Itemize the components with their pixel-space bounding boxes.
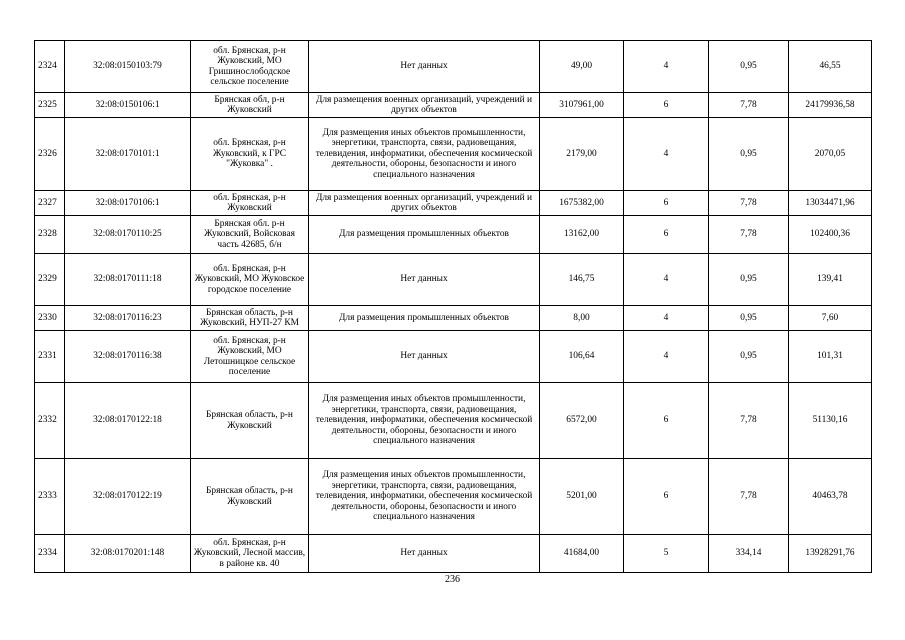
table-body: [35, 41, 872, 573]
row-number-cell: 2331: [35, 331, 65, 383]
row-number-cell: 2334: [35, 535, 65, 573]
rate-cell: 7,78: [709, 216, 789, 254]
permitted-use-cell: Для размещения иных объектов промышленности, энергетики, транспорта, связи, радиовещания, телевидения, информатики, обеспечения космической деятельности, обороны, безопасности и иного специального назначения: [309, 118, 540, 191]
area-cell: 5201,00: [540, 459, 624, 535]
address-cell: Брянская обл, р-н Жуковский: [191, 93, 309, 118]
cadastral-value-cell: 139,41: [789, 254, 872, 306]
table-row: [35, 459, 872, 535]
group-code-cell: 6: [624, 383, 709, 459]
group-code-cell: 4: [624, 118, 709, 191]
row-number-cell: 2330: [35, 306, 65, 331]
address-cell: Брянская область, р-н Жуковский: [191, 459, 309, 535]
group-code-cell: 5: [624, 535, 709, 573]
cadastral-number-cell: 32:08:0150106:1: [65, 93, 191, 118]
rate-cell: 7,78: [709, 191, 789, 216]
row-number-cell: 2326: [35, 118, 65, 191]
cadastral-number-cell: 32:08:0150103:79: [65, 41, 191, 93]
group-code-cell: 6: [624, 459, 709, 535]
permitted-use-cell: Нет данных: [309, 254, 540, 306]
cadastral-value-cell: 7,60: [789, 306, 872, 331]
address-cell: обл. Брянская, р-н Жуковский, МО Жуковское городское поселение: [191, 254, 309, 306]
rate-cell: 0,95: [709, 331, 789, 383]
cadastral-number-cell: 32:08:0170122:19: [65, 459, 191, 535]
address-cell: Брянская обл. р-н Жуковский, Войсковая часть 42685, б/н: [191, 216, 309, 254]
address-cell: обл. Брянская, р-н Жуковский, к ГРС "Жуковка" .: [191, 118, 309, 191]
cadastral-value-cell: 2070,05: [789, 118, 872, 191]
group-code-cell: 6: [624, 191, 709, 216]
row-number-cell: 2325: [35, 93, 65, 118]
permitted-use-cell: Для размещения промышленных объектов: [309, 306, 540, 331]
area-cell: 41684,00: [540, 535, 624, 573]
area-cell: 49,00: [540, 41, 624, 93]
group-code-cell: 4: [624, 306, 709, 331]
group-code-cell: 4: [624, 331, 709, 383]
rate-cell: 0,95: [709, 118, 789, 191]
page-number: 236: [445, 574, 460, 585]
row-number-cell: 2328: [35, 216, 65, 254]
cadastral-value-cell: 24179936,58: [789, 93, 872, 118]
table-row: [35, 383, 872, 459]
land-plots-table: [34, 40, 872, 573]
rate-cell: 0,95: [709, 41, 789, 93]
table-row: [35, 191, 872, 216]
table-row: [35, 216, 872, 254]
group-code-cell: 6: [624, 216, 709, 254]
area-cell: 6572,00: [540, 383, 624, 459]
table-row: [35, 254, 872, 306]
address-cell: обл. Брянская, р-н Жуковский: [191, 191, 309, 216]
permitted-use-cell: Для размещения военных организаций, учреждений и других объектов: [309, 191, 540, 216]
cadastral-number-cell: 32:08:0170101:1: [65, 118, 191, 191]
cadastral-number-cell: 32:08:0170111:18: [65, 254, 191, 306]
table-row: [35, 93, 872, 118]
group-code-cell: 4: [624, 41, 709, 93]
rate-cell: 0,95: [709, 254, 789, 306]
rate-cell: 7,78: [709, 93, 789, 118]
row-number-cell: 2329: [35, 254, 65, 306]
area-cell: 106,64: [540, 331, 624, 383]
permitted-use-cell: Нет данных: [309, 41, 540, 93]
rate-cell: 7,78: [709, 459, 789, 535]
area-cell: 8,00: [540, 306, 624, 331]
address-cell: Брянская область, р-н Жуковский: [191, 383, 309, 459]
rate-cell: 7,78: [709, 383, 789, 459]
cadastral-value-cell: 40463,78: [789, 459, 872, 535]
permitted-use-cell: Нет данных: [309, 331, 540, 383]
cadastral-number-cell: 32:08:0170110:25: [65, 216, 191, 254]
cadastral-number-cell: 32:08:0170106:1: [65, 191, 191, 216]
row-number-cell: 2327: [35, 191, 65, 216]
cadastral-value-cell: 13928291,76: [789, 535, 872, 573]
permitted-use-cell: Для размещения промышленных объектов: [309, 216, 540, 254]
area-cell: 13162,00: [540, 216, 624, 254]
rate-cell: 334,14: [709, 535, 789, 573]
group-code-cell: 4: [624, 254, 709, 306]
cadastral-value-cell: 51130,16: [789, 383, 872, 459]
area-cell: 3107961,00: [540, 93, 624, 118]
table-row: [35, 306, 872, 331]
table-row: [35, 331, 872, 383]
row-number-cell: 2324: [35, 41, 65, 93]
rate-cell: 0,95: [709, 306, 789, 331]
area-cell: 146,75: [540, 254, 624, 306]
permitted-use-cell: Для размещения иных объектов промышленности, энергетики, транспорта, связи, радиовещания, телевидения, информатики, обеспечения космической деятельности, обороны, безопасности и иного специального назначения: [309, 383, 540, 459]
cadastral-number-cell: 32:08:0170122:18: [65, 383, 191, 459]
address-cell: обл. Брянская, р-н Жуковский, МО Гришинослободское сельское поселение: [191, 41, 309, 93]
cadastral-number-cell: 32:08:0170116:23: [65, 306, 191, 331]
permitted-use-cell: Для размещения иных объектов промышленности, энергетики, транспорта, связи, радиовещания, телевидения, информатики, обеспечения космической деятельности, обороны, безопасности и иного специального назначения: [309, 459, 540, 535]
cadastral-value-cell: 13034471,96: [789, 191, 872, 216]
address-cell: обл. Брянская, р-н Жуковский, МО Летошницкое сельское поселение: [191, 331, 309, 383]
address-cell: Брянская область, р-н Жуковский, НУП-27 КМ: [191, 306, 309, 331]
table-row: [35, 41, 872, 93]
group-code-cell: 6: [624, 93, 709, 118]
table-row: [35, 535, 872, 573]
row-number-cell: 2332: [35, 383, 65, 459]
row-number-cell: 2333: [35, 459, 65, 535]
area-cell: 1675382,00: [540, 191, 624, 216]
permitted-use-cell: Для размещения военных организаций, учреждений и других объектов: [309, 93, 540, 118]
cadastral-value-cell: 102400,36: [789, 216, 872, 254]
address-cell: обл. Брянская, р-н Жуковский, Лесной массив, в районе кв. 40: [191, 535, 309, 573]
table-row: [35, 118, 872, 191]
cadastral-number-cell: 32:08:0170201:148: [65, 535, 191, 573]
cadastral-value-cell: 46,55: [789, 41, 872, 93]
area-cell: 2179,00: [540, 118, 624, 191]
permitted-use-cell: Нет данных: [309, 535, 540, 573]
cadastral-number-cell: 32:08:0170116:38: [65, 331, 191, 383]
cadastral-value-cell: 101,31: [789, 331, 872, 383]
